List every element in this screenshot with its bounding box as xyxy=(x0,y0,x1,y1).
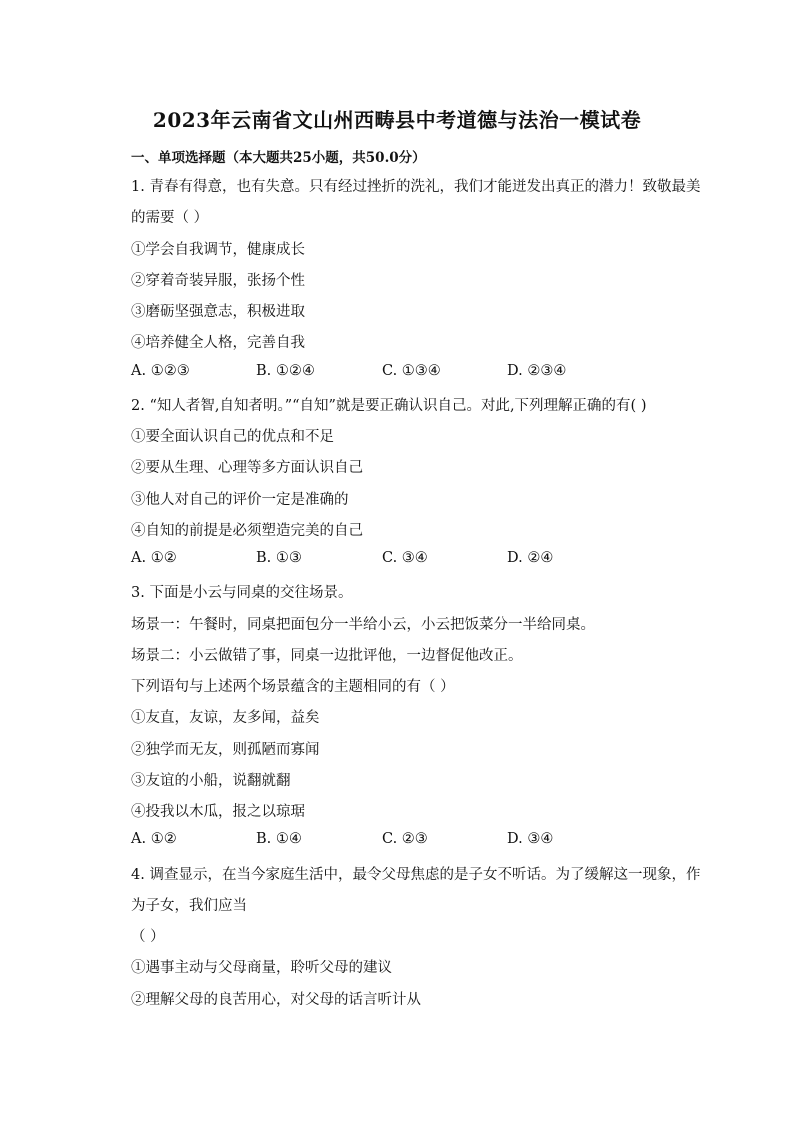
question-1-option-c: C. ①③④ xyxy=(382,363,441,379)
question-3-prompt: 下列语句与上述两个场景蕴含的主题相同的有（ ） xyxy=(131,679,455,695)
question-4-item-2: ②理解父母的良苦用心，对父母的话言听计从 xyxy=(131,992,421,1008)
question-3-line-1: 3. 下面是小云与同桌的交往场景。 xyxy=(131,585,353,601)
question-3-item-4: ④投我以木瓜，报之以琼琚 xyxy=(131,804,305,820)
question-1-item-1: ①学会自我调节，健康成长 xyxy=(131,242,305,258)
question-3-item-1: ①友直，友谅，友多闻，益矣 xyxy=(131,710,320,726)
section-heading: 一、单项选择题（本大题共25小题，共50.0分） xyxy=(131,150,426,166)
question-3-scene-1: 场景一：午餐时，同桌把面包分一半给小云，小云把饭菜分一半给同桌。 xyxy=(131,617,595,633)
question-1-line-1: 1. 青春有得意，也有失意。只有经过挫折的洗礼，我们才能迸发出真正的潜力！致敬最美 xyxy=(131,179,701,195)
question-1-item-3: ③磨砺坚强意志，积极进取 xyxy=(131,304,305,320)
question-3-option-d: D. ③④ xyxy=(507,831,554,847)
question-4-line-1: 4. 调查显示，在当今家庭生活中，最令父母焦虑的是子女不听话。为了缓解这一现象，作 xyxy=(131,867,701,883)
question-1-option-b: B. ①②④ xyxy=(256,363,315,379)
question-2-option-d: D. ②④ xyxy=(507,550,554,566)
question-3-item-3: ③友谊的小船，说翻就翻 xyxy=(131,773,291,789)
question-2-item-2: ②要从生理、心理等多方面认识自己 xyxy=(131,460,363,476)
question-2-item-1: ①要全面认识自己的优点和不足 xyxy=(131,429,334,445)
question-1-item-2: ②穿着奇装异服，张扬个性 xyxy=(131,273,305,289)
question-4-line-3: （ ） xyxy=(131,929,165,945)
question-3-option-c: C. ②③ xyxy=(382,831,428,847)
question-1-option-a: A. ①②③ xyxy=(131,363,190,379)
question-2-item-4: ④自知的前提是必须塑造完美的自己 xyxy=(131,523,363,539)
question-4-line-2: 为子女，我们应当 xyxy=(131,898,247,914)
question-2-item-3: ③他人对自己的评价一定是准确的 xyxy=(131,492,349,508)
question-3-option-b: B. ①④ xyxy=(256,831,302,847)
question-2-option-b: B. ①③ xyxy=(256,550,302,566)
question-2-line-1: 2. “知人者智,自知者明。”“自知”就是要正确认识自己。对此,下列理解正确的有( ) xyxy=(131,398,647,414)
question-1-item-4: ④培养健全人格，完善自我 xyxy=(131,335,305,351)
question-4-item-1: ①遇事主动与父母商量，聆听父母的建议 xyxy=(131,960,392,976)
question-2-option-a: A. ①② xyxy=(131,550,177,566)
question-1-option-d: D. ②③④ xyxy=(507,363,567,379)
question-3-option-a: A. ①② xyxy=(131,831,177,847)
page-title: 2023年云南省文山州西畴县中考道德与法治一模试卷 xyxy=(152,108,642,132)
question-2-option-c: C. ③④ xyxy=(382,550,428,566)
question-3-item-2: ②独学而无友，则孤陋而寡闻 xyxy=(131,742,320,758)
question-1-line-2: 的需要（ ） xyxy=(131,210,209,226)
question-3-scene-2: 场景二：小云做错了事，同桌一边批评他，一边督促他改正。 xyxy=(131,648,523,664)
